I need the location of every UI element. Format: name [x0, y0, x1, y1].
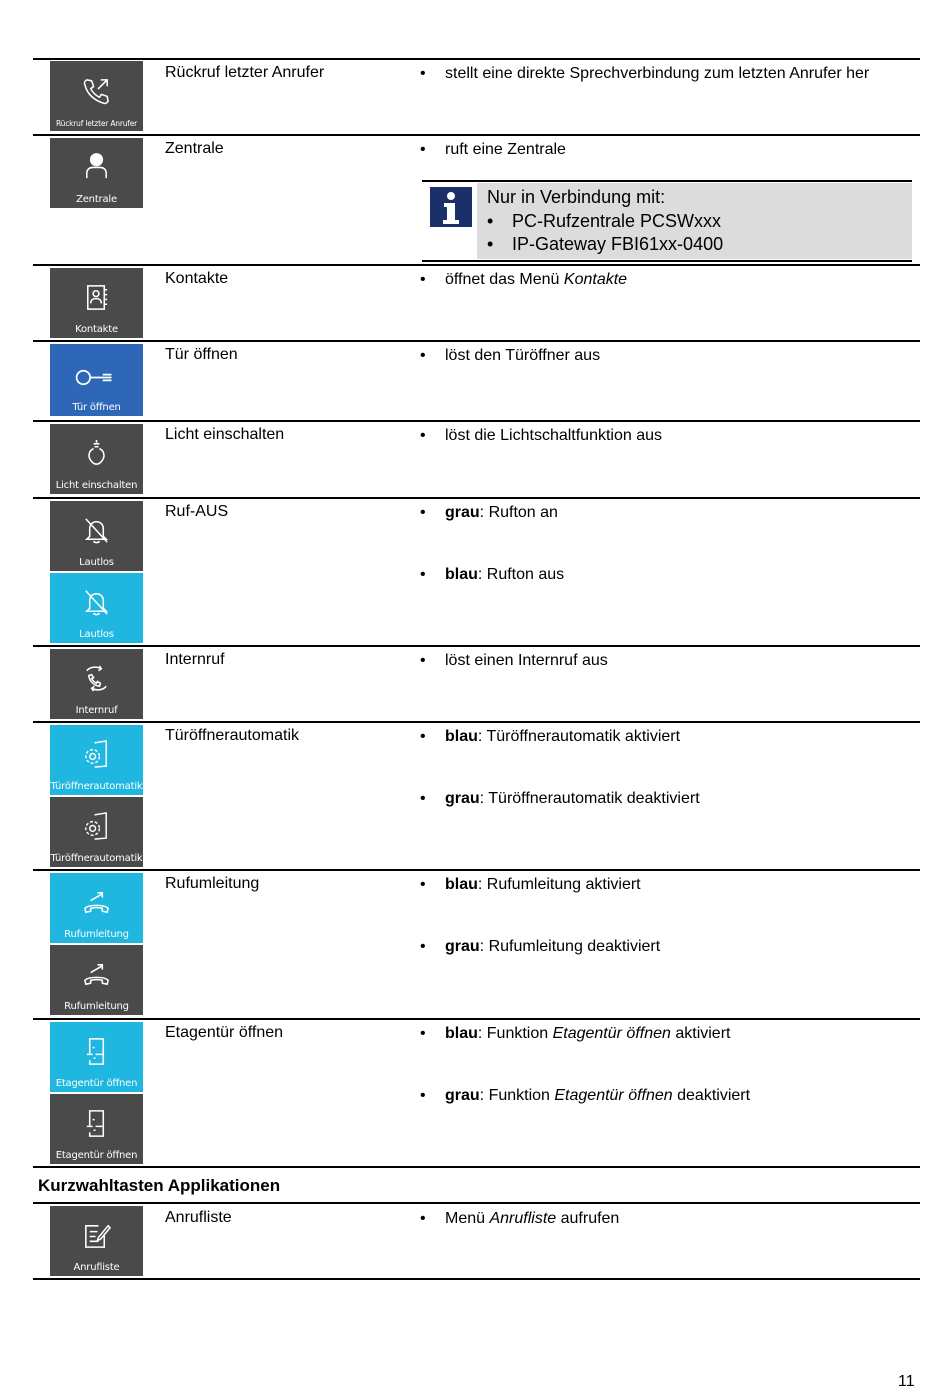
function-description: • stellt eine direkte Sprechverbindung zum letzten Anrufer her — [420, 65, 870, 82]
bullet: • — [420, 65, 426, 82]
function-description: • grau: Rufumleitung deaktiviert — [420, 938, 661, 955]
tile-caption: Türöffnerautomatik — [50, 781, 143, 792]
tile-caption: Rückruf letzter Anrufer — [55, 119, 137, 128]
call-list-edit-icon — [81, 1220, 112, 1251]
tile-tuer-oeffnen[interactable] — [50, 344, 143, 416]
tile-caption: Zentrale — [76, 194, 117, 205]
page-number: 11 — [898, 1373, 915, 1390]
tile-caption: Kontakte — [75, 324, 118, 335]
function-description: • Menü Anrufliste aufrufen — [420, 1210, 620, 1227]
info-icon — [430, 187, 472, 227]
tile-caption: Internruf — [75, 705, 118, 716]
tile-etagentuer-grau[interactable] — [50, 1094, 143, 1164]
tile-licht-einschalten[interactable] — [50, 424, 143, 494]
function-name: Anrufliste — [165, 1209, 232, 1226]
function-name: Rufumleitung — [165, 875, 260, 892]
function-name: Rückruf letzter Anrufer — [165, 64, 325, 81]
function-description: • löst einen Internruf aus — [420, 652, 608, 669]
phone-callback-icon — [81, 75, 112, 106]
tile-caption: Rufumleitung — [64, 929, 129, 940]
rule — [33, 1166, 920, 1168]
info-box — [422, 180, 912, 262]
tile-kontakte[interactable] — [50, 268, 143, 338]
tile-caption: Rufumleitung — [64, 1001, 129, 1012]
bell-off-icon — [81, 587, 112, 618]
function-description: • ruft eine Zentrale — [420, 141, 566, 158]
function-name: Internruf — [165, 651, 225, 668]
rule — [33, 420, 920, 422]
function-description: • löst die Lichtschaltfunktion aus — [420, 427, 663, 444]
tile-anrufliste[interactable] — [50, 1206, 143, 1276]
tile-lautlos-blau[interactable] — [50, 573, 143, 643]
tile-caption: Etagentür öffnen — [55, 1078, 138, 1089]
tile-lautlos-grau[interactable] — [50, 501, 143, 571]
function-name: Kontakte — [165, 270, 229, 287]
function-name: Licht einschalten — [165, 426, 285, 443]
function-name: Tür öffnen — [165, 346, 238, 363]
rule — [33, 1278, 920, 1280]
rule — [33, 497, 920, 499]
tile-caption: Lautlos — [79, 557, 114, 568]
rule — [33, 340, 920, 342]
tile-tueroeffnerautomatik-grau[interactable] — [50, 797, 143, 867]
intercom-icon — [81, 663, 112, 694]
rule — [33, 1202, 920, 1204]
rule — [33, 1018, 920, 1020]
info-title: Nur in Verbindung mit: — [487, 187, 666, 207]
tile-zentrale[interactable] — [50, 138, 143, 208]
floor-door-icon — [81, 1108, 112, 1139]
function-description: • löst den Türöffner aus — [420, 347, 601, 364]
function-description: • öffnet das Menü Kontakte — [420, 271, 628, 288]
tile-rueckruf[interactable] — [50, 61, 143, 131]
function-name: Etagentür öffnen — [165, 1024, 284, 1041]
section-title: Kurzwahltasten Applikationen — [38, 1176, 281, 1195]
rule — [33, 645, 920, 647]
tile-caption: Etagentür öffnen — [55, 1150, 138, 1161]
contacts-book-icon — [81, 282, 112, 313]
door-gear-icon — [81, 811, 112, 842]
tile-internruf[interactable] — [50, 649, 143, 719]
info-item: • IP-Gateway FBI61xx-0400 — [487, 234, 724, 254]
function-description: • blau: Funktion Etagentür öffnen aktiviert — [420, 1025, 731, 1042]
bell-off-icon — [81, 515, 112, 546]
info-item: • PC-Rufzentrale PCSWxxx — [487, 211, 722, 231]
key-icon — [72, 362, 118, 393]
tile-rufumleitung-blau[interactable] — [50, 873, 143, 943]
call-forward-icon — [81, 959, 112, 990]
floor-door-icon — [81, 1036, 112, 1067]
call-forward-icon — [81, 887, 112, 918]
rule — [33, 869, 920, 871]
tile-caption: Türöffnerautomatik — [50, 853, 143, 864]
rule — [33, 134, 920, 136]
function-description: • grau: Funktion Etagentür öffnen deaktiviert — [420, 1087, 751, 1104]
tile-caption: Tür öffnen — [72, 402, 121, 413]
tile-rufumleitung-grau[interactable] — [50, 945, 143, 1015]
function-name: Türöffnerautomatik — [165, 727, 299, 744]
tile-caption: Lautlos — [79, 629, 114, 640]
light-bulb-icon — [81, 438, 112, 469]
door-gear-icon — [81, 739, 112, 770]
function-name: Zentrale — [165, 140, 224, 157]
tile-etagentuer-blau[interactable] — [50, 1022, 143, 1092]
rule — [33, 264, 920, 266]
person-icon — [81, 150, 112, 181]
tile-caption: Licht einschalten — [55, 480, 138, 491]
function-description: • grau: Türöffnerautomatik deaktiviert — [420, 790, 700, 807]
tile-tueroeffnerautomatik-blau[interactable] — [50, 725, 143, 795]
rule — [33, 721, 920, 723]
function-name: Ruf-AUS — [165, 503, 229, 520]
rule — [33, 58, 920, 60]
tile-caption: Anrufliste — [73, 1262, 120, 1273]
function-description: • blau: Rufton aus — [420, 566, 565, 583]
function-description: • grau: Rufton an — [420, 504, 558, 521]
function-description: • blau: Türöffnerautomatik aktiviert — [420, 728, 681, 745]
function-description: • blau: Rufumleitung aktiviert — [420, 876, 641, 893]
